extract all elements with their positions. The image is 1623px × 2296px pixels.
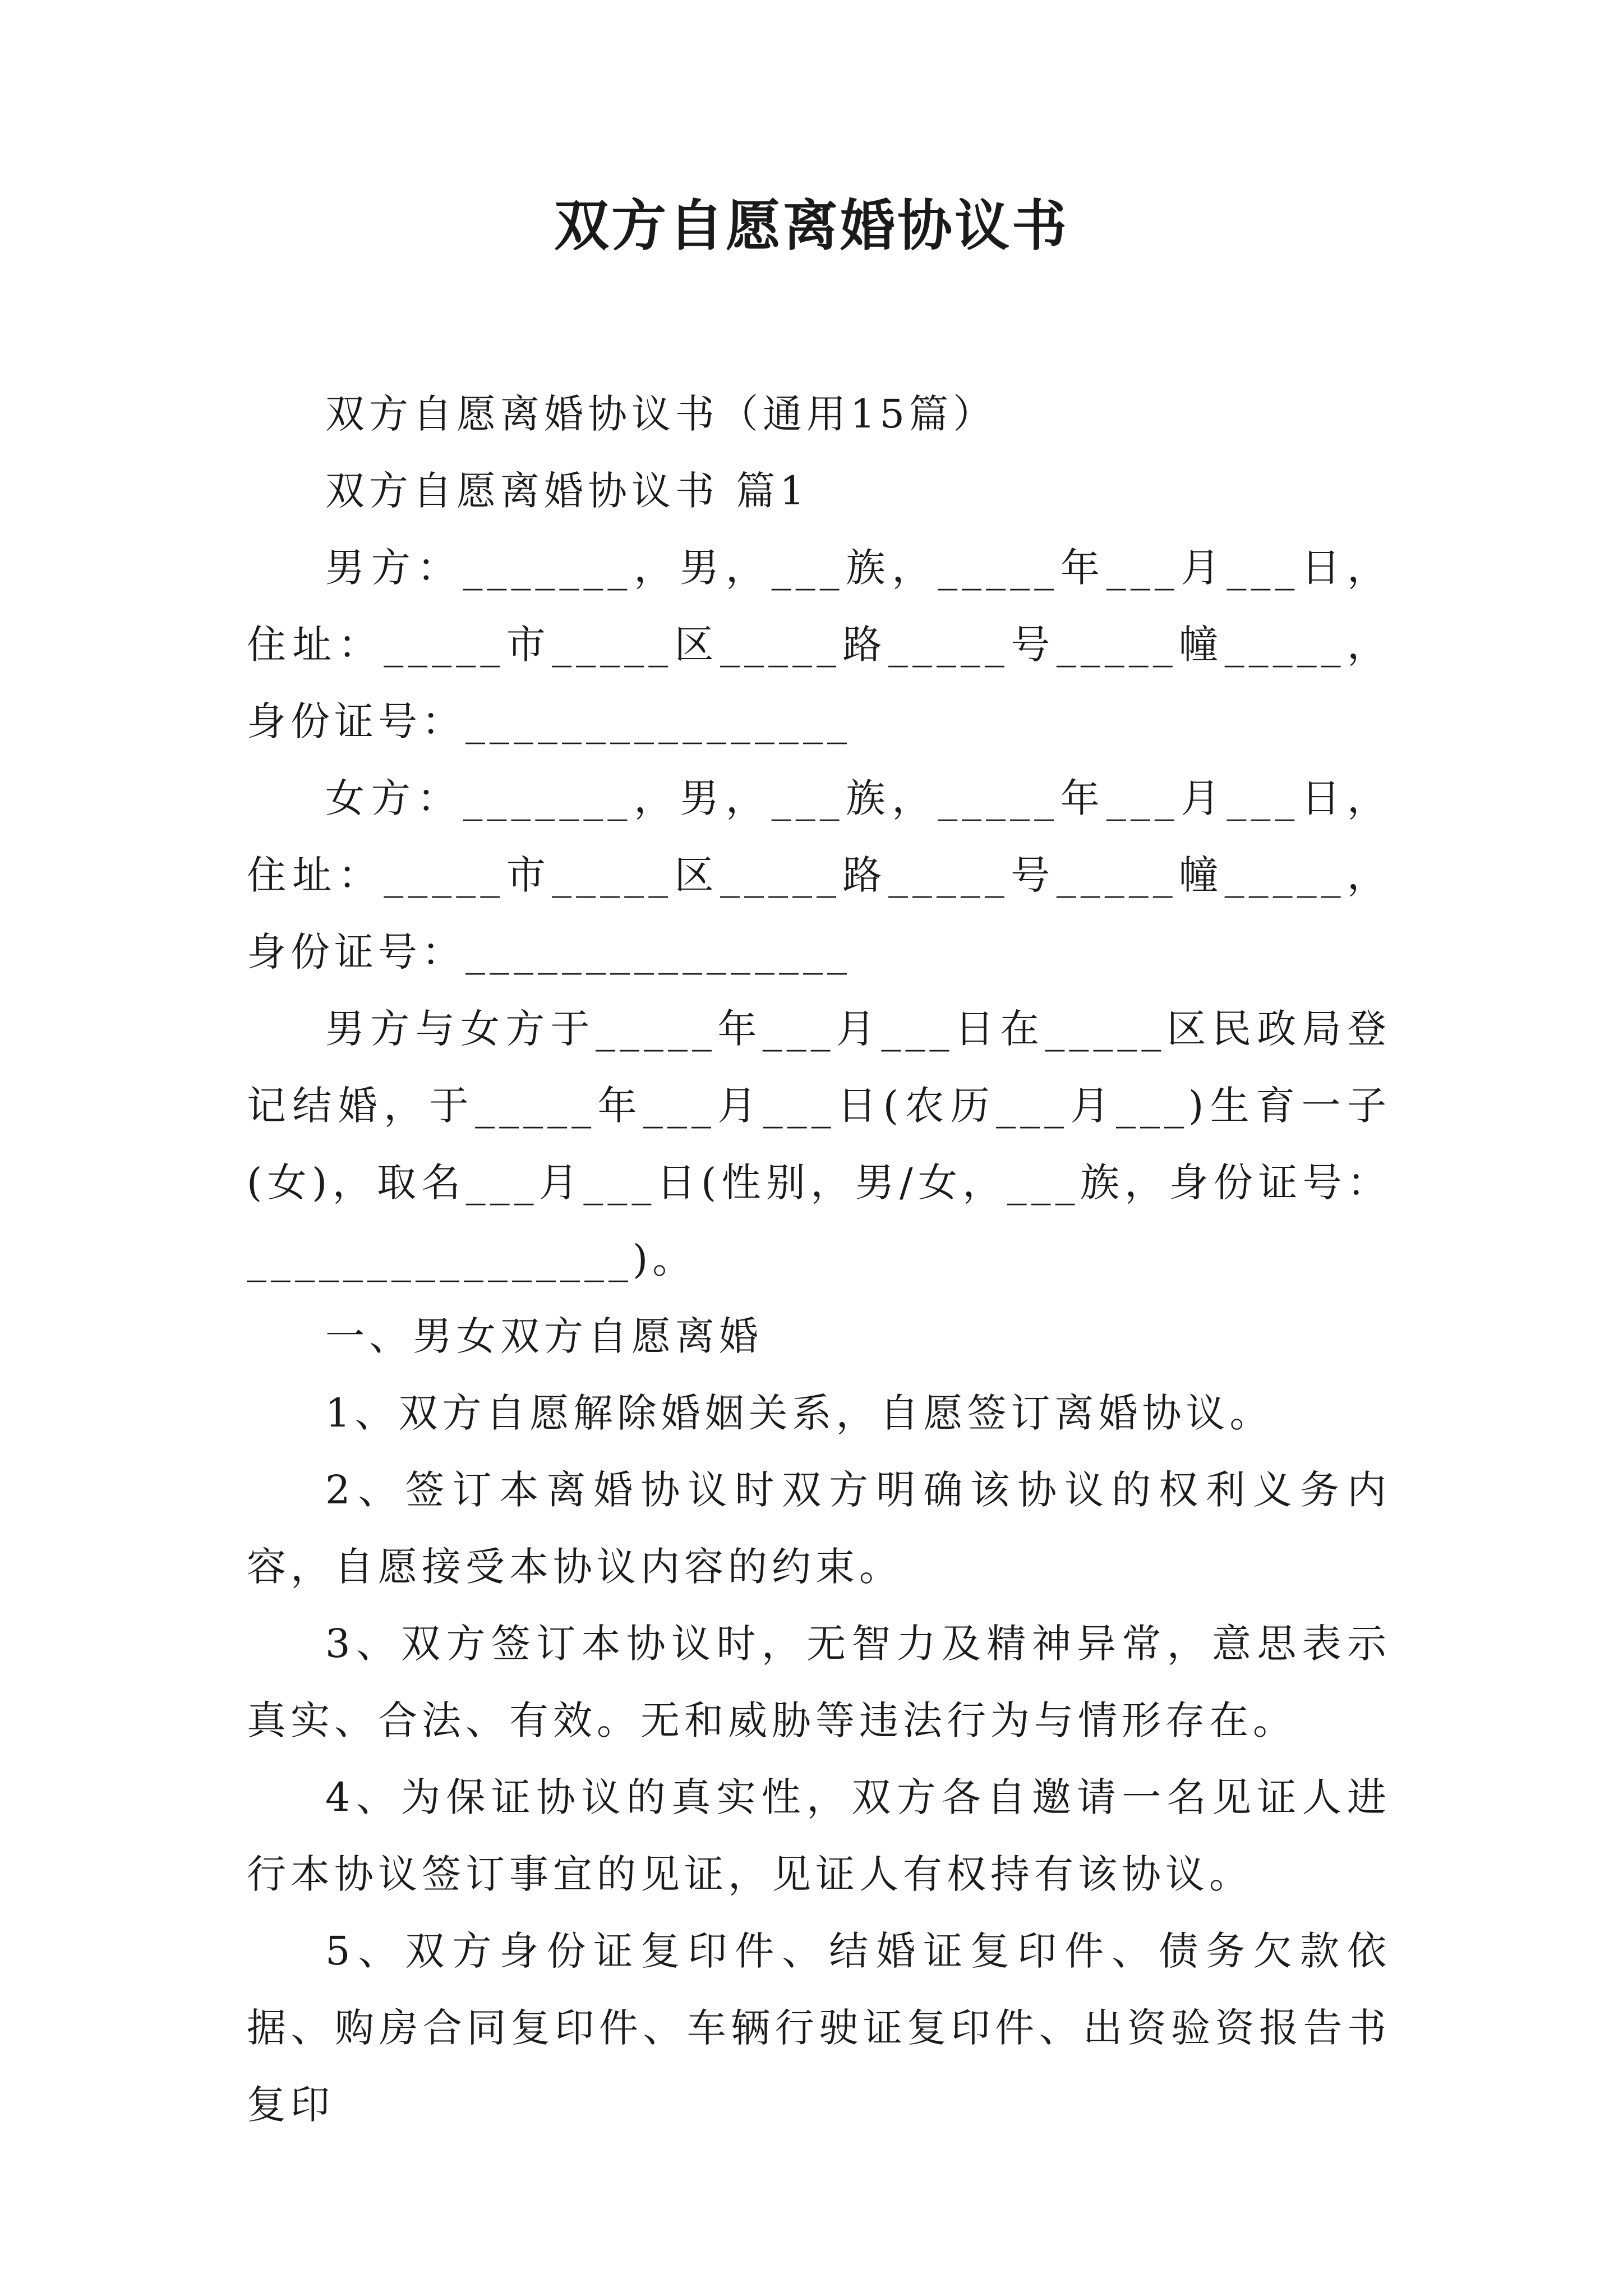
clause-item: 3、双方签订本协议时，无智力及精神异常，意思表示真实、合法、有效。无和威胁等违法行为与情形存在。 [247,1621,1391,1743]
female-party-paragraph: 女方：_______，男，___族，_____年___月___日，住址：_____市_____区_____路_____号_____幢_____，身份证号：________________ [247,775,1391,975]
clause-item: 4、为保证协议的真实性，双方各自邀请一名见证人进行本协议签订事宜的见证，见证人有权持有该协议。 [247,1774,1391,1897]
marriage-info-paragraph: 男方与女方于_____年___月___日在_____区民政局登记结婚，于_____年___月___日(农历___月___)生育一子(女)，取名___月___日(性别，男/女，___族，身份证号：________________)。 [247,1006,1391,1282]
clause-item: 5、双方身份证复印件、结婚证复印件、债务欠款依据、购房合同复印件、车辆行驶证复印件、出资验资报告书复印 [247,1928,1391,2128]
clause-heading: 一、男女双方自愿离婚 [325,1313,763,1359]
section-heading: 双方自愿离婚协议书 篇1 [325,468,809,514]
clause-item: 1、双方自愿解除婚姻关系，自愿签订离婚协议。 [325,1390,1274,1436]
subtitle-paragraph: 双方自愿离婚协议书（通用15篇） [325,391,997,437]
document-body [247,376,1391,2143]
male-party-paragraph: 男方：_______，男，___族，_____年___月___日，住址：_____市_____区_____路_____号_____幢_____，身份证号：________________ [247,545,1391,744]
clause-item: 2、签订本离婚协议时双方明确该协议的权利义务内容，自愿接受本协议内容的约束。 [247,1467,1391,1590]
document-title: 双方自愿离婚协议书 [554,194,1069,258]
